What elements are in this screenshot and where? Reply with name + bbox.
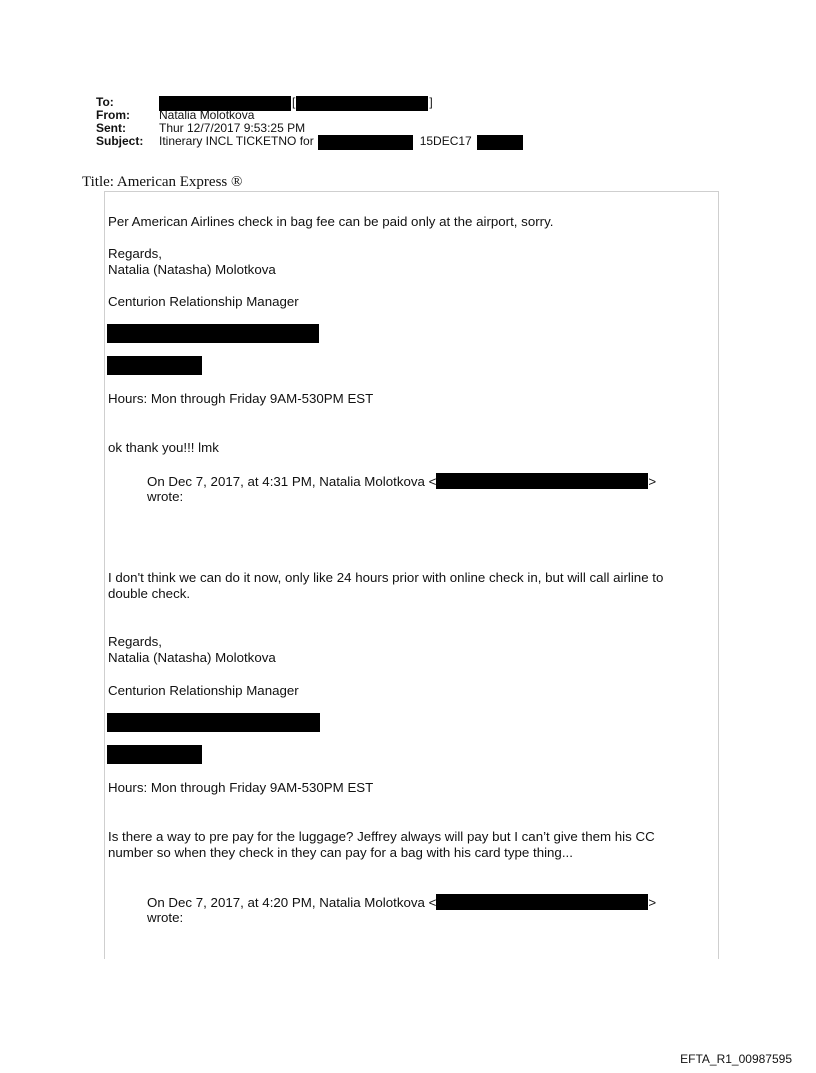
redaction-signature-line-4 bbox=[107, 745, 202, 764]
title-line: Title: American Express ® bbox=[82, 174, 243, 190]
signature-name-1: Natalia (Natasha) Molotkova bbox=[108, 262, 276, 277]
quote-420-text: On Dec 7, 2017, at 4:20 PM, Natalia Molotkova < bbox=[147, 895, 437, 910]
quote-420-header bbox=[147, 894, 656, 911]
to-label: To: bbox=[96, 95, 114, 109]
redaction-signature-line-2 bbox=[107, 356, 202, 375]
quote-431-wrote: wrote: bbox=[147, 489, 184, 504]
sent-value: Thur 12/7/2017 9:53:25 PM bbox=[159, 121, 306, 135]
signature-name-2: Natalia (Natasha) Molotkova bbox=[108, 650, 276, 665]
redaction-subject-code bbox=[477, 135, 523, 150]
reply-24h-line1: I don't think we can do it now, only like 24 hours prior with online check in, but will call airline to bbox=[108, 570, 664, 585]
redaction-to-email bbox=[296, 96, 428, 111]
message-body bbox=[104, 191, 719, 959]
quote-431-header bbox=[147, 473, 656, 490]
redaction-email-431 bbox=[436, 473, 648, 489]
quote-420-wrote: wrote: bbox=[147, 910, 184, 925]
bracket-open: [ bbox=[292, 95, 296, 109]
quote-431-text: On Dec 7, 2017, at 4:31 PM, Natalia Molotkova < bbox=[147, 474, 437, 489]
reply-24h-line2: double check. bbox=[108, 586, 191, 601]
hours-1: Hours: Mon through Friday 9AM-530PM EST bbox=[108, 391, 374, 406]
question-line1: Is there a way to pre pay for the luggage? Jeffrey always will pay but I can’t give them his CC bbox=[108, 829, 655, 844]
signature-role-2: Centurion Relationship Manager bbox=[108, 683, 299, 698]
signature-role-1: Centurion Relationship Manager bbox=[108, 294, 299, 309]
redaction-subject-name bbox=[318, 135, 413, 150]
question-line2: number so when they check in they can pay for a bag with his card type thing... bbox=[108, 845, 573, 860]
regards-1: Regards, bbox=[108, 246, 162, 261]
subject-date: 15DEC17 bbox=[419, 134, 472, 148]
email-header bbox=[96, 96, 523, 148]
document-id: EFTA_R1_00987595 bbox=[680, 1052, 792, 1066]
from-value: Natalia Molotkova bbox=[159, 108, 255, 122]
ok-thanks: ok thank you!!! lmk bbox=[108, 440, 219, 455]
sent-label: Sent: bbox=[96, 121, 126, 135]
subject-label: Subject: bbox=[96, 134, 144, 148]
subject-prefix: Itinerary INCL TICKETNO for bbox=[159, 134, 314, 148]
regards-2: Regards, bbox=[108, 634, 162, 649]
hours-2: Hours: Mon through Friday 9AM-530PM EST bbox=[108, 780, 374, 795]
quote-420-close: > bbox=[648, 895, 657, 910]
from-label: From: bbox=[96, 108, 130, 122]
bracket-close: ] bbox=[429, 95, 433, 109]
reply-airline-fee: Per American Airlines check in bag fee can be paid only at the airport, sorry. bbox=[108, 214, 554, 229]
subject-row bbox=[96, 135, 523, 148]
quote-431-close: > bbox=[648, 474, 657, 489]
redaction-email-420 bbox=[436, 894, 648, 910]
redaction-signature-line-3 bbox=[107, 713, 320, 732]
redaction-signature-line-1 bbox=[107, 324, 319, 343]
